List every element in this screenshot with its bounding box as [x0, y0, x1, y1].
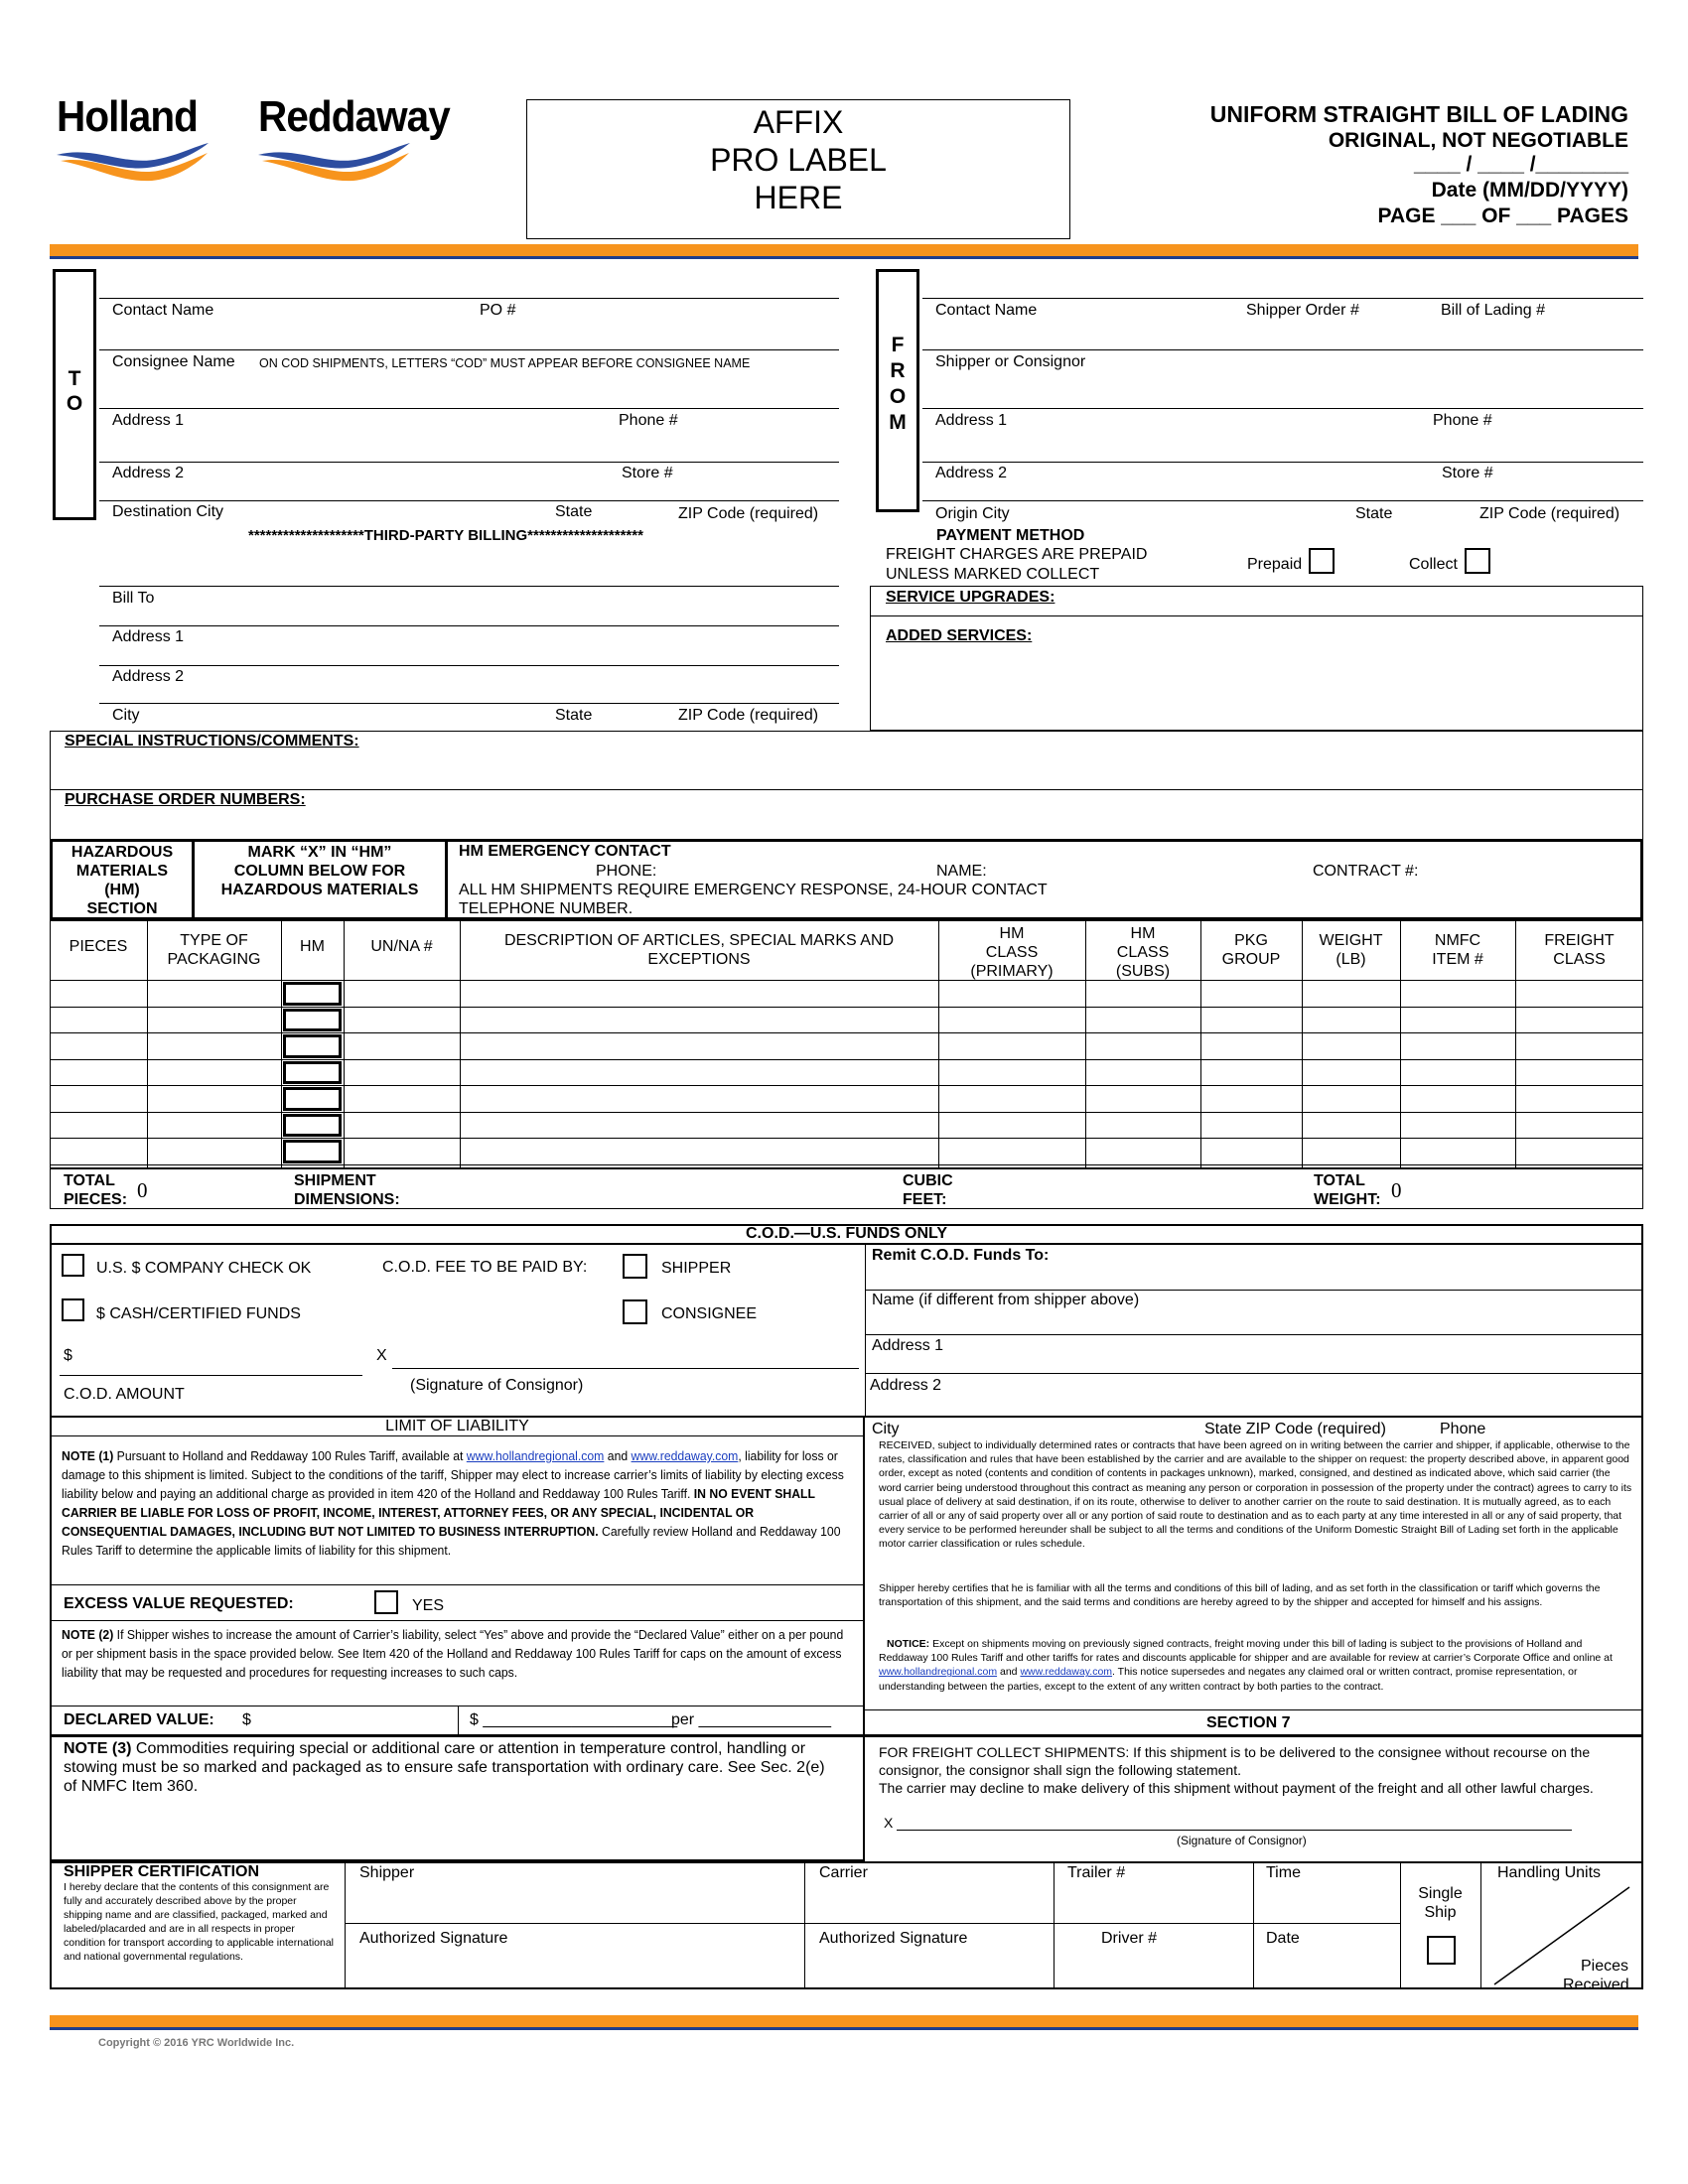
items-header-cell: [1085, 924, 1200, 981]
items-header-cell: [1200, 931, 1302, 969]
shipment-dims-label-2: DIMENSIONS:: [294, 1191, 400, 1208]
hm-emergency-contact: HM EMERGENCY CONTACT: [459, 843, 671, 860]
tp-line-3: [99, 703, 839, 704]
table-row[interactable]: [50, 1164, 1643, 1165]
table-row[interactable]: [50, 1138, 1643, 1139]
cod-amount-line[interactable]: [60, 1375, 362, 1376]
hazmat-section-l1: HAZARDOUS: [70, 844, 174, 861]
cert-divider-1: [345, 1861, 346, 1989]
footer-divider: [50, 2015, 1638, 2027]
note3-text: Commodities requiring special or additional care or attention in temperature control, handling or stowing must be so marked and packaged as to ensure safe transportation with ordinary care. See Sec. 2(e) of NMFC Item 360.: [64, 1740, 825, 1795]
note2-text: If Shipper wishes to increase the amount of Carrier’s liability, select “Yes” above and provide the “Declared Value” either on a per pound or per shipment basis in the space provided below. See Item 420 of the Holland and Reddaway 100 Rules Tariff for caps on the amount of excess liability that may be requested and procedures for requesting increases to such caps.: [62, 1627, 844, 1680]
items-header-text: CLASS: [1553, 951, 1606, 968]
to-side-letter-t: T: [68, 367, 81, 390]
cod-check-ok-checkbox[interactable]: [62, 1254, 84, 1277]
total-pieces-label-1: TOTAL: [64, 1172, 115, 1189]
items-header-text: UN/NA #: [370, 938, 433, 955]
page-count[interactable]: PAGE ___ OF ___ PAGES: [1377, 205, 1628, 227]
hazmat-divider-2: [445, 839, 448, 920]
services-box: [870, 586, 1643, 731]
cod-check-ok-label: U.S. $ COMPANY CHECK OK: [96, 1260, 312, 1277]
items-header-text: GROUP: [1221, 951, 1281, 968]
from-side-letter-r: R: [890, 359, 906, 382]
added-services-label[interactable]: ADDED SERVICES:: [886, 627, 1033, 644]
items-header-text: DESCRIPTION OF ARTICLES, SPECIAL MARKS AND: [503, 932, 895, 949]
from-address2[interactable]: Address 2: [935, 465, 1008, 481]
to-line-1: [99, 349, 839, 350]
from-store[interactable]: Store #: [1442, 465, 1493, 481]
header-divider-navy: [50, 256, 1638, 259]
reddaway-logo: [256, 93, 485, 193]
to-side-box: [53, 269, 96, 520]
special-instructions-label: SPECIAL INSTRUCTIONS/COMMENTS:: [65, 733, 359, 750]
items-col-divider: [460, 920, 461, 1168]
from-side-letter-o: O: [889, 385, 907, 408]
to-phone[interactable]: Phone #: [619, 412, 678, 429]
remit-phone[interactable]: Phone: [1440, 1421, 1486, 1437]
single-ship-checkbox[interactable]: [1427, 1936, 1456, 1965]
section7-title: SECTION 7: [1206, 1714, 1291, 1731]
items-header-text: PIECES: [69, 938, 128, 955]
collect-label: Collect: [1409, 556, 1458, 573]
cod-cash-checkbox[interactable]: [62, 1298, 84, 1321]
footer-copyright: Copyright © 2016 YRC Worldwide Inc.: [98, 2037, 295, 2049]
from-contact-name[interactable]: Contact Name: [935, 302, 1038, 319]
note1-text-c: , liability for loss or damage to this shipment is limited. Subject to the conditions of the tariff, Shipper may elect to increase carrier’s limits of liability by electing excess liability below and paying an additional charge as provided in item 420 of the Holland and Reddaway 100 Rules Tariff.: [62, 1448, 844, 1501]
declared-per[interactable]: per _______________: [671, 1711, 832, 1728]
items-header-cell: [1515, 931, 1643, 969]
cubic-feet-label-2: FEET:: [903, 1191, 947, 1208]
remit-line-2: [865, 1334, 1643, 1335]
hazmat-section-l3: (HM): [104, 882, 140, 898]
link-hollandregional[interactable]: www.hollandregional.com: [466, 1448, 605, 1463]
cod-consignee-checkbox[interactable]: [623, 1299, 647, 1324]
remit-address1[interactable]: Address 1: [872, 1337, 944, 1354]
items-col-divider: [344, 920, 345, 1168]
to-store[interactable]: Store #: [622, 465, 673, 481]
hazmat-mark-l1: MARK “X” IN “HM”: [247, 844, 392, 861]
items-header-cell: [938, 924, 1085, 981]
table-row[interactable]: [50, 1007, 1643, 1008]
cert-ship: Ship: [1424, 1904, 1457, 1921]
terms-certifies: Shipper hereby certifies that he is familiar with all the terms and conditions of this bill of lading, and as set forth in the classification or tariff which governs the transportation of this shipment, and the said terms and conditions are hereby agreed to by the shipper and accepted for himself and his assigns.: [879, 1582, 1601, 1609]
cert-auth-sig-1[interactable]: Authorized Signature: [359, 1930, 508, 1947]
cod-shipper-checkbox[interactable]: [623, 1254, 647, 1279]
cert-divider-5: [1400, 1861, 1401, 1989]
items-header-text: TYPE OF: [180, 932, 248, 949]
hm-mark-cell[interactable]: [283, 1087, 342, 1111]
affix-line-1: AFFIX: [753, 104, 844, 140]
totals-row: [50, 1168, 1643, 1209]
note1-text-b: and: [604, 1448, 632, 1463]
from-line-4: [922, 500, 1643, 501]
notice-label: NOTICE:: [887, 1638, 930, 1650]
items-header-text: HM: [1130, 925, 1156, 942]
items-col-divider: [1400, 920, 1401, 1168]
hazmat-section-l2: MATERIALS: [75, 863, 169, 880]
to-line-3: [99, 462, 839, 463]
to-contact-name[interactable]: Contact Name: [112, 302, 214, 319]
excess-yes-label: YES: [412, 1597, 445, 1614]
items-header-text: HM: [300, 938, 325, 955]
tp-city[interactable]: City: [112, 707, 140, 724]
payment-line2: UNLESS MARKED COLLECT: [886, 566, 1100, 583]
liability-header: LIMIT OF LIABILITY: [385, 1418, 529, 1434]
holland-logo-text: Holland: [57, 92, 198, 141]
from-side-box: [876, 269, 919, 512]
to-address1[interactable]: Address 1: [112, 412, 185, 429]
cod-consignee-label: CONSIGNEE: [661, 1305, 758, 1322]
cert-trailer[interactable]: Trailer #: [1067, 1864, 1126, 1881]
tp-state[interactable]: State: [555, 707, 593, 724]
tp-line-1: [99, 625, 839, 626]
from-zip[interactable]: ZIP Code (required): [1479, 505, 1620, 522]
hm-mark-cell[interactable]: [283, 982, 342, 1006]
total-pieces-value: 0: [137, 1178, 148, 1202]
items-header-text: (SUBS): [1115, 963, 1171, 980]
from-state[interactable]: State: [1355, 505, 1393, 522]
items-header-text: FREIGHT: [1544, 932, 1615, 949]
hm-contract[interactable]: CONTRACT #:: [1313, 863, 1419, 880]
remit-line-3: [865, 1373, 1643, 1374]
cert-divider-3: [1054, 1861, 1055, 1989]
note1-text-a: Pursuant to Holland and Reddaway 100 Rules Tariff, available at: [113, 1448, 467, 1463]
tp-zip[interactable]: ZIP Code (required): [678, 707, 819, 724]
notice-text-c: . This notice supersedes and negates any claimed oral or written contract, promise representation, or understanding between the parties, except to the extent of any written contract by both parties to the contract.: [879, 1666, 1578, 1693]
to-dest-city[interactable]: Destination City: [112, 503, 224, 520]
payment-line1: FREIGHT CHARGES ARE PREPAID: [886, 546, 1148, 563]
to-line-2: [99, 408, 839, 409]
to-side-letter-o: O: [66, 392, 83, 415]
hazmat-mark-label: [195, 843, 445, 899]
cert-single: Single: [1418, 1885, 1463, 1902]
holland-swoosh-icon: [55, 141, 213, 183]
items-header-text: HM: [999, 925, 1025, 942]
note1-bold: IN NO EVENT SHALL CARRIER BE LIABLE FOR LOSS OF PROFIT, INCOME, INTEREST, ATTORNEY FEES, OR ANY SPECIAL, INCIDENTAL OR CONSEQUENTIAL DAMAGES, INCLUDING BUT NOT LIMITED TO BUSINESS INTERRUPTION.: [62, 1486, 815, 1539]
notice-text-b: and: [997, 1666, 1021, 1679]
po-numbers-label: PURCHASE ORDER NUMBERS:: [65, 791, 306, 808]
items-header-text: (LB): [1336, 951, 1366, 968]
items-col-divider: [1085, 920, 1086, 1168]
cod-signature-line[interactable]: [392, 1368, 859, 1369]
items-header-text: (PRIMARY): [970, 963, 1054, 980]
table-row[interactable]: [50, 1112, 1643, 1113]
hm-all-shipments-1: ALL HM SHIPMENTS REQUIRE EMERGENCY RESPONSE, 24-HOUR CONTACT: [459, 882, 1048, 898]
hazmat-mark-l3: HAZARDOUS MATERIALS: [220, 882, 419, 898]
items-header-cell: [281, 937, 344, 956]
hm-mark-cell[interactable]: [283, 1061, 342, 1085]
cod-dollar: $: [64, 1347, 72, 1364]
items-header-cell: [50, 937, 147, 956]
tp-line-0: [99, 586, 839, 587]
total-pieces-label-2: PIECES:: [64, 1191, 128, 1208]
cert-carrier[interactable]: Carrier: [819, 1864, 868, 1881]
from-bol[interactable]: Bill of Lading #: [1441, 302, 1545, 319]
items-header-text: EXCEPTIONS: [647, 951, 751, 968]
remit-city[interactable]: City: [872, 1421, 900, 1437]
section7-line-top: [865, 1709, 1643, 1710]
declared-dollar: $: [242, 1711, 251, 1728]
liability-note-2: [62, 1625, 850, 1682]
date-blank[interactable]: ____ / ____ /________: [1413, 153, 1628, 176]
remit-name[interactable]: Name (if different from shipper above): [872, 1292, 1140, 1308]
terms-notice: [879, 1637, 1633, 1694]
cod-header-line: [50, 1243, 1643, 1245]
remit-line-1: [865, 1290, 1643, 1291]
reddaway-swoosh-icon: [256, 141, 415, 183]
items-header-text: PACKAGING: [167, 951, 261, 968]
cert-time[interactable]: Time: [1266, 1864, 1301, 1881]
cert-divider-2: [804, 1861, 805, 1989]
services-divider: [870, 615, 1643, 616]
hazmat-mark-l2: COLUMN BELOW FOR: [233, 863, 406, 880]
cert-mid-line: [345, 1923, 1400, 1924]
hazmat-section-label: [53, 843, 192, 918]
total-weight-value: 0: [1391, 1178, 1402, 1202]
cert-auth-sig-2[interactable]: Authorized Signature: [819, 1930, 968, 1947]
cert-shipper[interactable]: Shipper: [359, 1864, 415, 1881]
holland-logo: [55, 93, 223, 193]
tp-bill-to[interactable]: Bill To: [112, 590, 155, 607]
liability-note-3: [64, 1739, 838, 1796]
from-line-2: [922, 408, 1643, 409]
special-instructions-box[interactable]: [50, 731, 1643, 790]
from-side-letter-f: F: [891, 334, 905, 356]
hm-phone[interactable]: PHONE:: [596, 863, 657, 880]
total-weight-label-1: TOTAL: [1314, 1172, 1365, 1189]
to-address2[interactable]: Address 2: [112, 465, 185, 481]
items-header-cell: [147, 931, 281, 969]
cert-date[interactable]: Date: [1266, 1930, 1300, 1947]
header-divider: [50, 244, 1638, 256]
items-header-text: NMFC: [1434, 932, 1481, 949]
cert-divider-4: [1253, 1861, 1254, 1989]
notice-text-a: Except on shipments moving on previously signed contracts, freight moving under this bill of lading is subject to the provisions of Holland and Reddaway 100 Rules Tariff and other tariffs for rates and discounts applicable for shipper and are available for review at carrier’s Corporate Office and online at: [879, 1638, 1613, 1665]
link-reddaway[interactable]: www.reddaway.com: [631, 1448, 739, 1463]
table-row[interactable]: [50, 1059, 1643, 1060]
notice-link-reddaway[interactable]: www.reddaway.com: [1020, 1666, 1113, 1679]
cod-divider: [865, 1244, 866, 1418]
cod-shipper-label: SHIPPER: [661, 1260, 732, 1277]
tp-address2[interactable]: Address 2: [112, 668, 185, 685]
cert-title: SHIPPER CERTIFICATION: [64, 1863, 260, 1880]
items-header-line: [50, 980, 1643, 981]
items-header-text: CLASS: [985, 944, 1039, 961]
cubic-feet-label-1: CUBIC: [903, 1172, 953, 1189]
declared-value-label: DECLARED VALUE:: [64, 1711, 214, 1728]
excess-yes-checkbox[interactable]: [374, 1590, 398, 1614]
from-address1[interactable]: Address 1: [935, 412, 1008, 429]
excess-line-bottom: [50, 1620, 865, 1621]
shipment-dims-label-1: SHIPMENT: [294, 1172, 376, 1189]
from-line-3: [922, 462, 1643, 463]
hm-mark-cell[interactable]: [283, 1034, 342, 1058]
items-header-text: WEIGHT: [1319, 932, 1383, 949]
page-subtitle: ORIGINAL, NOT NEGOTIABLE: [1328, 129, 1628, 152]
to-state[interactable]: State: [555, 503, 593, 520]
reddaway-logo-text: Reddaway: [258, 92, 450, 141]
cert-text: I hereby declare that the contents of this consignment are fully and accurately described above by the proper shipping name and are classified, packaged, marked and labeled/placarded and are in all respects in proper condition for transport according to applicable international and national governmental regulations.: [64, 1881, 335, 1963]
cod-cash-label: $ CASH/CERTIFIED FUNDS: [96, 1305, 301, 1322]
po-numbers-box[interactable]: [50, 789, 1643, 840]
note1-label: NOTE (1): [62, 1448, 114, 1463]
items-header-text: PKG: [1234, 932, 1268, 949]
declared-divider: [458, 1706, 459, 1735]
cod-fee-by: C.O.D. FEE TO BE PAID BY:: [382, 1259, 588, 1276]
items-header-cell: [460, 931, 938, 969]
date-label: Date (MM/DD/YYYY): [1431, 179, 1628, 202]
page-title: UNIFORM STRAIGHT BILL OF LADING: [1209, 101, 1628, 127]
cod-amount-label: C.O.D. AMOUNT: [64, 1386, 185, 1403]
hm-all-shipments-2: TELEPHONE NUMBER.: [459, 900, 633, 917]
to-cod-note: ON COD SHIPMENTS, LETTERS “COD” MUST APPEAR BEFORE CONSIGNEE NAME: [259, 356, 751, 370]
terms-received: RECEIVED, subject to individually determined rates or contracts that have been agreed on in writing between the carrier and shipper, if applicable, otherwise to the rates, classification and rules that have been established by the carrier and are available to the shipper on request: the property described above, in apparent good order, except as noted (contents and condition of contents in packages unknown), marked, consigned, and destined as indicated above, which said carrier (the word carrier being understood throughout this contract as meaning any person or corporation in possession of the property under the contract) agrees to carry to its usual place of delivery at said destination, if on its route, otherwise to deliver to another carrier on the route to said destination. It is mutually agreed, as to each carrier of all or any of said property over all or any portion of said route to destination and as to each party at any time interested in all or any of said property, that every service to be performed hereunder shall be subject to all the terms and conditions of the Uniform Domestic Straight Bill of Lading set forth in the applicable motor carrier classification or rules schedule.: [879, 1439, 1632, 1551]
note1-text-d: Carefully review Holland and Reddaway 100 Rules Tariff to determine the applicable limits of liability for this shipment.: [62, 1524, 841, 1558]
items-col-divider: [938, 920, 939, 1168]
items-header-text: ITEM #: [1432, 951, 1483, 968]
items-col-divider: [147, 920, 148, 1168]
affix-line-3: HERE: [754, 180, 843, 215]
collect-checkbox[interactable]: [1465, 548, 1490, 574]
hm-mark-cell[interactable]: [283, 1009, 342, 1032]
prepaid-checkbox[interactable]: [1309, 548, 1335, 574]
to-consignee-name[interactable]: Consignee Name: [112, 353, 235, 370]
from-side-letter-m: M: [889, 411, 907, 434]
prepaid-label: Prepaid: [1247, 556, 1303, 573]
declared-amount[interactable]: $ ______________________: [470, 1711, 678, 1728]
hm-name[interactable]: NAME:: [936, 863, 987, 880]
cod-x: X: [376, 1347, 387, 1364]
affix-pro-label-box: [526, 99, 1070, 239]
cert-driver[interactable]: Driver #: [1101, 1930, 1158, 1947]
table-row[interactable]: [50, 1032, 1643, 1033]
section7-x: X: [884, 1815, 894, 1831]
items-col-divider: [1302, 920, 1303, 1168]
section7-text2: The carrier may decline to make delivery of this shipment without payment of the freight and all other lawful charges.: [879, 1780, 1594, 1796]
items-col-divider: [1200, 920, 1201, 1168]
cert-received: Received: [1563, 1977, 1629, 1993]
remit-state-zip[interactable]: State ZIP Code (required): [1204, 1421, 1386, 1437]
cod-signature-label: (Signature of Consignor): [410, 1377, 584, 1394]
section7-text: FOR FREIGHT COLLECT SHIPMENTS: If this shipment is to be delivered to the consignee without recourse on the consignor, the consignor shall sign the following statement.: [879, 1744, 1591, 1778]
third-party-title: ********************THIRD-PARTY BILLING********************: [248, 527, 643, 544]
items-col-divider: [281, 920, 282, 1168]
items-header-cell: [344, 937, 460, 956]
liability-note-1: [62, 1446, 850, 1560]
to-zip[interactable]: ZIP Code (required): [678, 505, 819, 522]
hazmat-section-l4: SECTION: [86, 900, 158, 917]
remit-label: Remit C.O.D. Funds To:: [872, 1247, 1050, 1264]
affix-line-2: PRO LABEL: [710, 142, 887, 178]
notice-link-hollandregional[interactable]: www.hollandregional.com: [879, 1666, 998, 1679]
payment-title: PAYMENT METHOD: [936, 527, 1085, 544]
items-col-divider: [1515, 920, 1516, 1168]
from-shipper[interactable]: Shipper or Consignor: [935, 353, 1086, 370]
liability-header-line: [50, 1435, 865, 1436]
items-table-frame: [50, 920, 1643, 1168]
cod-header: C.O.D.—U.S. FUNDS ONLY: [746, 1225, 947, 1242]
hm-mark-cell[interactable]: [283, 1140, 342, 1163]
items-header-text: CLASS: [1116, 944, 1170, 961]
from-line-1: [922, 349, 1643, 350]
tp-address1[interactable]: Address 1: [112, 628, 185, 645]
table-row[interactable]: [50, 1085, 1643, 1086]
items-header-cell: [1400, 931, 1515, 969]
hm-mark-cell[interactable]: [283, 1114, 342, 1138]
to-line-4: [99, 500, 839, 501]
excess-value-label: EXCESS VALUE REQUESTED:: [64, 1595, 294, 1612]
from-phone[interactable]: Phone #: [1433, 412, 1492, 429]
to-po[interactable]: PO #: [480, 302, 516, 319]
cert-pieces[interactable]: Pieces: [1581, 1958, 1629, 1975]
from-line-0: [922, 298, 1643, 299]
from-shipper-order[interactable]: Shipper Order #: [1246, 302, 1359, 319]
note3-label: NOTE (3): [64, 1740, 132, 1757]
items-header-cell: [1302, 931, 1400, 969]
from-origin-city[interactable]: Origin City: [935, 505, 1010, 522]
total-weight-label-2: WEIGHT:: [1314, 1191, 1381, 1208]
note2-label: NOTE (2): [62, 1627, 114, 1642]
service-upgrades-label[interactable]: SERVICE UPGRADES:: [886, 589, 1055, 606]
to-line-0: [99, 298, 839, 299]
remit-address2[interactable]: Address 2: [870, 1377, 942, 1394]
section7-signature-line[interactable]: [897, 1830, 1572, 1831]
footer-divider-navy: [50, 2027, 1638, 2030]
section7-signature-label: (Signature of Consignor): [1177, 1834, 1307, 1847]
tp-line-2: [99, 665, 839, 666]
excess-line-top: [50, 1584, 865, 1585]
cert-handling-units[interactable]: Handling Units: [1497, 1864, 1602, 1881]
